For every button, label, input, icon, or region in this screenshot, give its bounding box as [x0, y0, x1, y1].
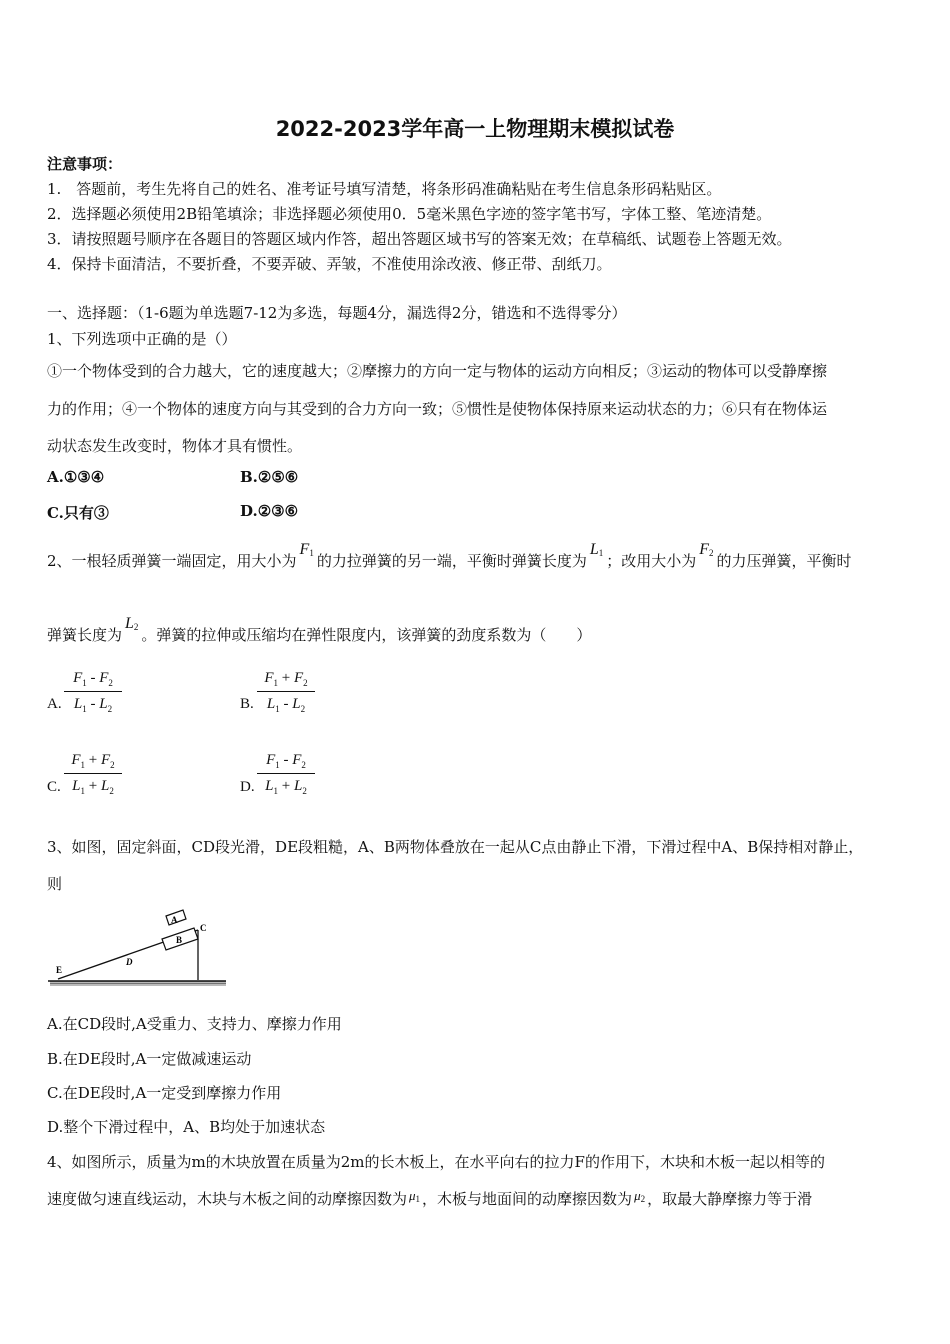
q2-option-d-fraction — [257, 752, 315, 796]
q3-option-c: C.在DE段时,A一定受到摩擦力作用 — [47, 1084, 282, 1102]
q4-line-2 — [47, 1188, 812, 1209]
fraction-numerator: $F_1 - F_2$ — [266, 752, 306, 770]
fraction-denominator: $L_1 + L_2$ — [72, 778, 114, 796]
q1-option-c: C.只有③ — [47, 504, 109, 522]
q1-body-line-1: ①一个物体受到的合力越大，它的速度越大；②摩擦力的方向一定与物体的运动方向相反；③运动的物体可以受静摩擦 — [47, 362, 828, 380]
q2-option-b-label: B. — [240, 696, 254, 712]
q2-text-1a: 2、一根轻质弹簧一端固定，用大小为 — [47, 552, 297, 570]
q4-mu2: $\mu_2$ — [634, 1188, 646, 1204]
label-e: E — [56, 965, 63, 975]
q4-text-2a: 速度做匀速直线运动，木块与木板之间的动摩擦因数为 — [47, 1190, 408, 1208]
fraction-bar — [257, 773, 315, 774]
q2-text-2b: 。弹簧的拉伸或压缩均在弹性限度内，该弹簧的劲度系数为（ ） — [141, 626, 592, 644]
fraction-denominator: $L_1 - L_2$ — [266, 696, 306, 714]
fraction-bar — [64, 773, 122, 774]
q1-option-a: A.①③④ — [47, 468, 105, 486]
q4-mu1: $\mu_1$ — [409, 1188, 421, 1204]
q2-var-l1: $L_1$ — [589, 541, 604, 558]
q4-line-1: 4、如图所示，质量为m的木块放置在质量为2m的长木板上，在水平向右的拉力F的作用下，木块和木板一起以相等的 — [47, 1153, 825, 1171]
notice-heading: 注意事项： — [47, 155, 123, 173]
notice-item-4: 4．保持卡面清洁，不要折叠，不要弄破、弄皱，不准使用涂改液、修正带、刮纸刀。 — [47, 255, 612, 273]
q1-body-line-3: 动状态发生改变时，物体才具有惯性。 — [47, 437, 303, 455]
fraction-bar — [64, 691, 122, 692]
page-title: 2022-2023学年高一上物理期末模拟试卷 — [275, 117, 675, 141]
notice-item-1: 1. 答题前，考生先将自己的姓名、准考证号填写清楚，将条形码准确粘贴在考生信息条形码粘贴区。 — [47, 180, 722, 198]
q2-option-d-label: D. — [240, 779, 255, 795]
q1-body-line-2: 力的作用；④一个物体的速度方向与其受到的合力方向一致；⑤惯性是使物体保持原来运动状态的力；⑥只有在物体运 — [47, 400, 828, 418]
q1-option-b: B.②⑤⑥ — [240, 468, 299, 486]
notice-item-3: 3．请按照题号顺序在各题目的答题区域内作答，超出答题区域书写的答案无效；在草稿纸、试题卷上答题无效。 — [47, 230, 792, 248]
q2-option-c-fraction — [64, 752, 122, 796]
q3-option-a: A.在CD段时,A受重力、支持力、摩擦力作用 — [47, 1015, 342, 1033]
q2-text-1b: 的力拉弹簧的另一端，平衡时弹簧长度为 — [316, 552, 587, 570]
q1-stem: 1、下列选项中正确的是（） — [47, 330, 237, 348]
ground-hatching — [50, 982, 226, 985]
fraction-numerator: $F_1 - F_2$ — [73, 670, 113, 688]
q3-line-2: 则 — [47, 875, 63, 893]
q2-line-1 — [47, 541, 852, 571]
q2-option-a-fraction — [64, 670, 122, 714]
q2-option-c-label: C. — [47, 779, 61, 795]
q4-text-2c: ，取最大静摩擦力等于滑 — [647, 1190, 813, 1208]
q2-var-f2: $F_2$ — [699, 541, 714, 558]
fraction-denominator: $L_1 + L_2$ — [265, 778, 307, 796]
q2-var-l2: $L_2$ — [125, 615, 139, 632]
section-heading: 一、选择题：（1-6题为单选题7-12为多选，每题4分，漏选得2分，错选和不选得零分） — [47, 304, 627, 322]
label-b: B — [176, 935, 183, 945]
fraction-numerator: $F_1 + F_2$ — [264, 670, 308, 688]
label-d: D — [126, 957, 133, 967]
q2-text-1c: ；改用大小为 — [606, 552, 697, 570]
q2-text-2a: 弹簧长度为 — [47, 626, 123, 644]
fraction-denominator: $L_1 - L_2$ — [73, 696, 113, 714]
q3-option-b: B.在DE段时,A一定做减速运动 — [47, 1050, 252, 1068]
q3-option-d: D.整个下滑过程中，A、B均处于加速状态 — [47, 1118, 326, 1136]
q3-line-1: 3、如图，固定斜面，CD段光滑，DE段粗糙，A、B两物体叠放在一起从C点由静止下滑，下滑过程中A、B保持相对静止， — [47, 838, 864, 856]
q1-option-d: D.②③⑥ — [240, 502, 299, 520]
q2-option-a-label: A. — [47, 696, 62, 712]
notice-item-2: 2．选择题必须使用2B铅笔填涂；非选择题必须使用0．5毫米黑色字迹的签字笔书写，字体工整、笔迹清楚。 — [47, 205, 772, 223]
fraction-numerator: $F_1 + F_2$ — [71, 752, 115, 770]
q2-option-b-fraction — [257, 670, 315, 714]
label-c: C — [200, 923, 207, 933]
q2-text-1d: 的力压弹簧，平衡时 — [716, 552, 852, 570]
q2-line-2 — [47, 615, 592, 645]
q2-var-f1: $F_1$ — [299, 541, 314, 558]
label-a: A — [171, 915, 178, 925]
q4-text-2b: ，木板与地面间的动摩擦因数为 — [422, 1190, 633, 1208]
fraction-bar — [257, 691, 315, 692]
incline-figure — [40, 898, 240, 990]
